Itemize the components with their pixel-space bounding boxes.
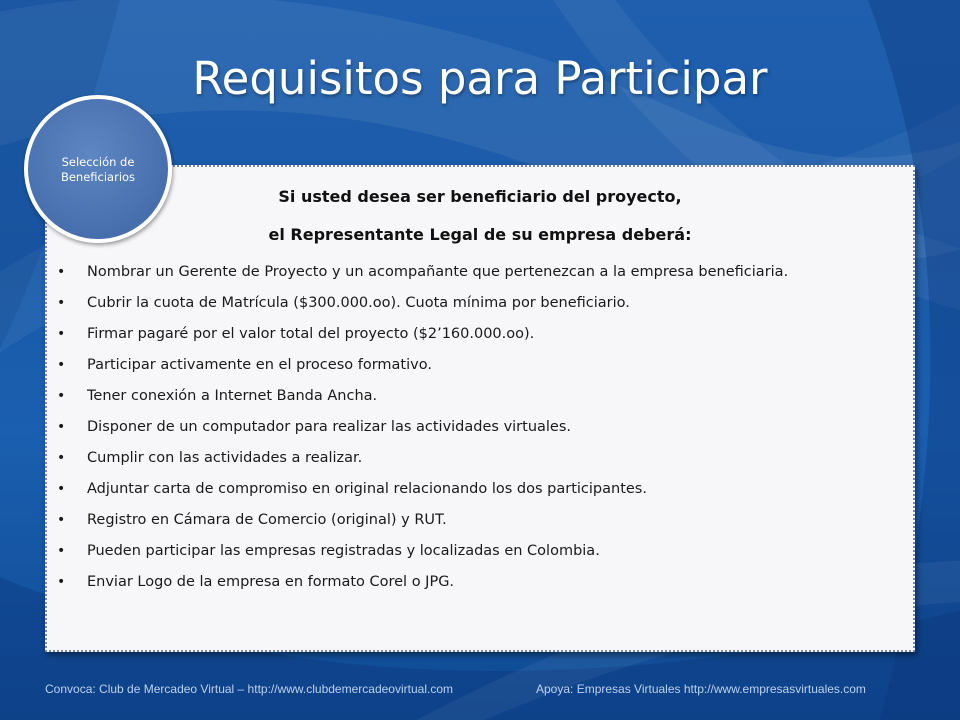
requirements-list [57,259,877,600]
list-item [57,259,877,285]
slide-title: Requisitos para Participar [192,52,768,105]
bullet-icon: • [57,543,66,559]
requirement-text: Firmar pagaré por el valor total del proyecto ($2’160.000.oo). [87,326,535,342]
list-item [57,414,877,440]
section-badge [24,95,172,243]
panel-heading-line-2: el Representante Legal de su empresa deberá: [268,225,692,244]
list-item [57,445,877,471]
list-item [57,507,877,533]
requirement-text: Pueden participar las empresas registradas y localizadas en Colombia. [87,543,600,559]
footer-convoca: Convoca: Club de Mercadeo Virtual – http://www.clubdemercadeovirtual.com [45,682,453,696]
list-item [57,538,877,564]
bullet-icon: • [57,450,66,466]
requirement-text: Enviar Logo de la empresa en formato Corel o JPG. [87,574,455,590]
bullet-icon: • [57,264,66,280]
bullet-icon: • [57,512,66,528]
requirement-text: Disponer de un computador para realizar las actividades virtuales. [87,419,572,435]
requirement-text: Participar activamente en el proceso formativo. [87,357,432,373]
requirements-panel [45,165,915,652]
list-item [57,290,877,316]
bullet-icon: • [57,326,66,342]
bullet-icon: • [57,295,66,311]
bullet-icon: • [57,574,66,590]
footer-apoya: Apoya: Empresas Virtuales http://www.empresasvirtuales.com [536,682,866,696]
requirement-text: Registro en Cámara de Comercio (original) y RUT. [87,512,447,528]
list-item [57,321,877,347]
requirement-text: Cumplir con las actividades a realizar. [87,450,363,466]
bullet-icon: • [57,357,66,373]
requirement-text: Nombrar un Gerente de Proyecto y un acompañante que pertenezcan a la empresa beneficiaria. [87,264,789,280]
requirement-text: Tener conexión a Internet Banda Ancha. [87,388,378,404]
list-item [57,476,877,502]
panel-heading-line-1: Si usted desea ser beneficiario del proyecto, [278,187,682,206]
section-badge-label: Selección de Beneficiarios [60,155,136,184]
list-item [57,352,877,378]
bullet-icon: • [57,388,66,404]
requirement-text: Adjuntar carta de compromiso en original relacionando los dos participantes. [87,481,647,497]
bullet-icon: • [57,481,66,497]
list-item [57,569,877,595]
bullet-icon: • [57,419,66,435]
requirement-text: Cubrir la cuota de Matrícula ($300.000.oo). Cuota mínima por beneficiario. [87,295,630,311]
list-item [57,383,877,409]
